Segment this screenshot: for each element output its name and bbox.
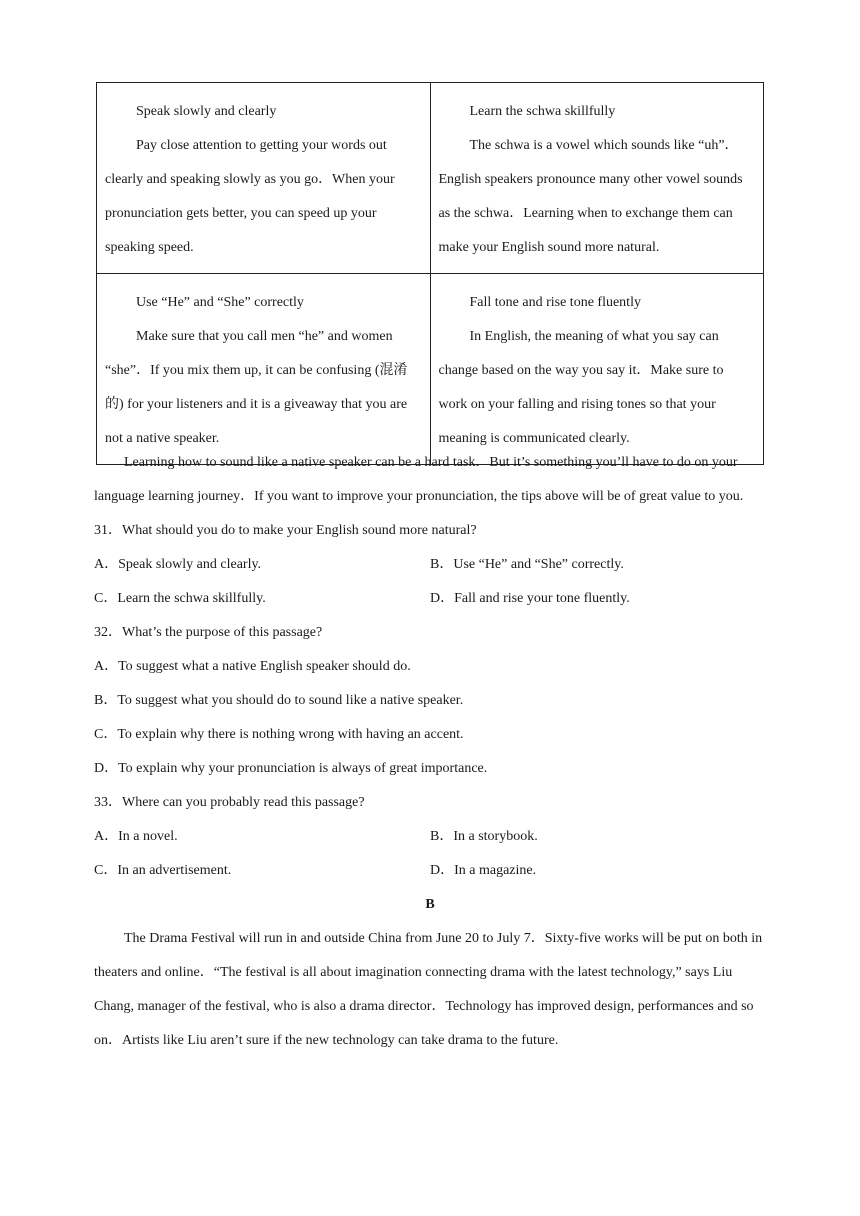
tip-body: The schwa is a vowel which sounds like “uh”．English speakers pronounce many other vowel sounds as the schwa．Learning when to exchange them can make your English sound more natural. (438, 138, 743, 255)
section-b-paragraph: The Drama Festival will run in and outside China from June 20 to July 7．Sixty-five works will be put on both in theaters and online．“The festival is all about imagination connecting drama with the latest technology,” says Liu Chang, manager of the festival, who is also a drama director．Technology has improved design, performances and so on．Artists like Liu aren’t sure if the new technology can take drama to the future. (94, 931, 763, 1048)
section-heading: B (425, 897, 435, 912)
tip-cell-schwa (430, 83, 764, 274)
tip-title: Use “He” and “She” correctly (136, 295, 304, 310)
option-b[interactable]: B．In a storybook. (430, 829, 538, 844)
tip-title: Speak slowly and clearly (136, 104, 277, 119)
option-c[interactable]: C．Learn the schwa skillfully. (94, 591, 266, 606)
option-a[interactable]: A．To suggest what a native English speaker should do. (94, 659, 411, 674)
table-row (97, 83, 764, 274)
tip-cell-tone (430, 274, 764, 465)
question-stem: 32．What’s the purpose of this passage? (94, 625, 323, 640)
option-a[interactable]: A．In a novel. (94, 829, 178, 844)
closing-paragraph: Learning how to sound like a native speaker can be a hard task．But it’s something you’ll have to do on your language learning journey．If you want to improve your pronunciation, the tips above will be of great value to you. (94, 455, 744, 504)
tip-body: In English, the meaning of what you say can change based on the way you say it．Make sure to work on your falling and rising tones so that your meaning is communicated clearly. (438, 329, 724, 446)
tip-cell-he-she (97, 274, 431, 465)
option-d[interactable]: D．To explain why your pronunciation is always of great importance. (94, 761, 488, 776)
question-32 (94, 616, 766, 786)
option-row (94, 548, 766, 582)
option-c[interactable]: C．To explain why there is nothing wrong with having an accent. (94, 727, 464, 742)
option-d[interactable]: D．In a magazine. (430, 863, 537, 878)
option-b[interactable]: B．To suggest what you should do to sound like a native speaker. (94, 693, 464, 708)
option-row (94, 854, 766, 888)
option-row (94, 820, 766, 854)
question-33 (94, 786, 766, 888)
option-b[interactable]: B．Use “He” and “She” correctly. (430, 557, 624, 572)
option-c[interactable]: C．In an advertisement. (94, 863, 232, 878)
table-row (97, 274, 764, 465)
tip-title: Learn the schwa skillfully (469, 104, 616, 119)
tip-body: Make sure that you call men “he” and women “she”．If you mix them up, it can be confusing (混淆的) for your listeners and it is a giveaway that you are not a native speaker. (105, 329, 408, 446)
questions-section (94, 446, 766, 1058)
tips-table (96, 82, 764, 465)
question-stem: 33．Where can you probably read this passage? (94, 795, 365, 810)
question-stem: 31．What should you do to make your English sound more natural? (94, 523, 477, 538)
tip-body: Pay close attention to getting your words out clearly and speaking slowly as you go．When your pronunciation gets better, you can speed up your speaking speed. (105, 138, 395, 255)
option-row (94, 582, 766, 616)
option-d[interactable]: D．Fall and rise your tone fluently. (430, 591, 630, 606)
option-a[interactable]: A．Speak slowly and clearly. (94, 557, 262, 572)
tip-cell-speak-slowly (97, 83, 431, 274)
tip-title: Fall tone and rise tone fluently (469, 295, 641, 310)
question-31 (94, 514, 766, 616)
